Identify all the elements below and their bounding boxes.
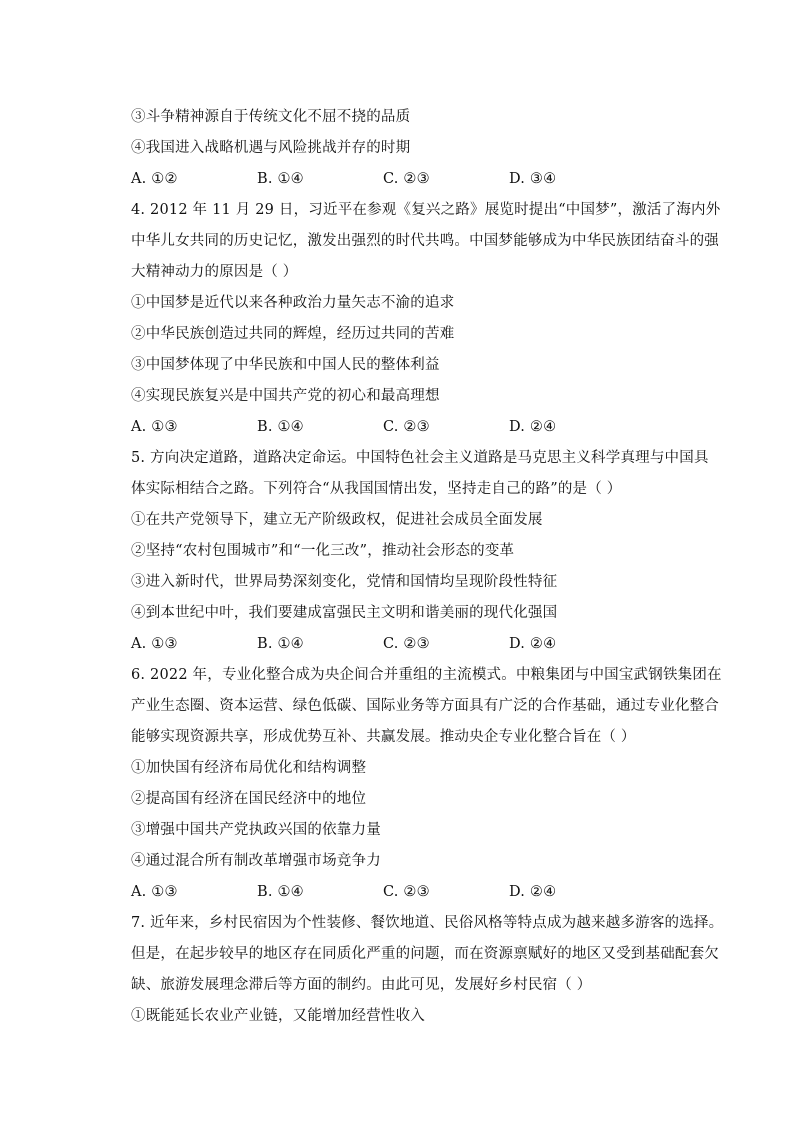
choice-c: C. ②③ (383, 884, 430, 900)
choice-d: D. ②④ (509, 419, 557, 435)
choice-d: D. ③④ (509, 171, 557, 187)
question-stem: 能够实现资源共享，形成优势互补、共赢发展。推动央企专业化整合旨在（ ） (131, 729, 636, 745)
option-line: ①在共产党领导下，建立无产阶级政权，促进社会成员全面发展 (131, 512, 543, 528)
choice-b: B. ①④ (257, 171, 304, 187)
option-line: ②提高国有经济在国民经济中的地位 (131, 791, 367, 807)
question-stem: 中华儿女共同的历史记忆，激发出强烈的时代共鸣。中国梦能够成为中华民族团结奋斗的强 (131, 233, 719, 249)
question-stem: 产业生态圈、资本运营、绿色低碳、国际业务等方面具有广泛的合作基础，通过专业化整合 (131, 698, 719, 714)
choice-c: C. ②③ (383, 636, 430, 652)
question-6 (131, 660, 722, 908)
option-line: ①加快国有经济布局优化和结构调整 (131, 760, 367, 776)
answer-choices (131, 164, 701, 195)
question-stem: 缺、旅游发展理念滞后等方面的制约。由此可见，发展好乡村民宿（ ） (131, 977, 592, 993)
option-line: ④实现民族复兴是中国共产党的初心和最高理想 (131, 388, 440, 404)
choice-c: C. ②③ (383, 419, 430, 435)
question-5 (131, 443, 709, 660)
answer-choices (131, 412, 701, 443)
choice-d: D. ②④ (509, 884, 557, 900)
question-stem: 7. 近年来，乡村民宿因为个性装修、餐饮地道、民俗风格等特点成为越来越多游客的选择。 (131, 915, 724, 931)
choice-a: A. ①③ (131, 636, 178, 652)
question-4 (131, 195, 721, 443)
option-line: ③斗争精神源自于传统文化不屈不挠的品质 (131, 109, 411, 125)
answer-choices (131, 629, 701, 660)
option-line: ③增强中国共产党执政兴国的依靠力量 (131, 822, 381, 838)
option-line: ③进入新时代，世界局势深刻变化，党情和国情均呈现阶段性特征 (131, 574, 558, 590)
choice-a: A. ①② (131, 171, 178, 187)
answer-choices (131, 877, 701, 908)
choice-d: D. ②④ (509, 636, 557, 652)
question-stem: 4. 2012 年 11 月 29 日，习近平在参观《复兴之路》展览时提出“中国梦”，激活了海内外 (131, 202, 721, 218)
question-7 (131, 908, 724, 1032)
page-content (131, 102, 724, 1032)
question-stem: 但是，在起步较早的地区存在同质化严重的问题，而在资源禀赋好的地区又受到基础配套欠 (131, 946, 719, 962)
choice-b: B. ①④ (257, 884, 304, 900)
question-stem: 体实际相结合之路。下列符合“从我国国情出发，坚持走自己的路”的是（ ） (131, 481, 622, 497)
option-line: ②坚持“农村包围城市”和“一化三改”，推动社会形态的变革 (131, 543, 515, 559)
choice-a: A. ①③ (131, 884, 178, 900)
choice-b: B. ①④ (257, 636, 304, 652)
question-stem: 5. 方向决定道路，道路决定命运。中国特色社会主义道路是马克思主义科学真理与中国具 (131, 450, 709, 466)
option-line: ③中国梦体现了中华民族和中国人民的整体利益 (131, 357, 440, 373)
option-line: ④我国进入战略机遇与风险挑战并存的时期 (131, 140, 411, 156)
question-stem: 6. 2022 年，专业化整合成为央企间合并重组的主流模式。中粮集团与中国宝武钢铁集团在 (131, 667, 722, 683)
question-stem: 大精神动力的原因是（ ） (131, 264, 298, 280)
choice-a: A. ①③ (131, 419, 178, 435)
choice-b: B. ①④ (257, 419, 304, 435)
option-line: ④通过混合所有制改革增强市场竞争力 (131, 853, 381, 869)
choice-c: C. ②③ (383, 171, 430, 187)
option-line: ①中国梦是近代以来各种政治力量矢志不渝的追求 (131, 295, 455, 311)
option-line: ②中华民族创造过共同的辉煌，经历过共同的苦难 (131, 326, 455, 342)
option-line: ①既能延长农业产业链，又能增加经营性收入 (131, 1008, 425, 1024)
option-line: ④到本世纪中叶，我们要建成富强民主文明和谐美丽的现代化强国 (131, 605, 558, 621)
